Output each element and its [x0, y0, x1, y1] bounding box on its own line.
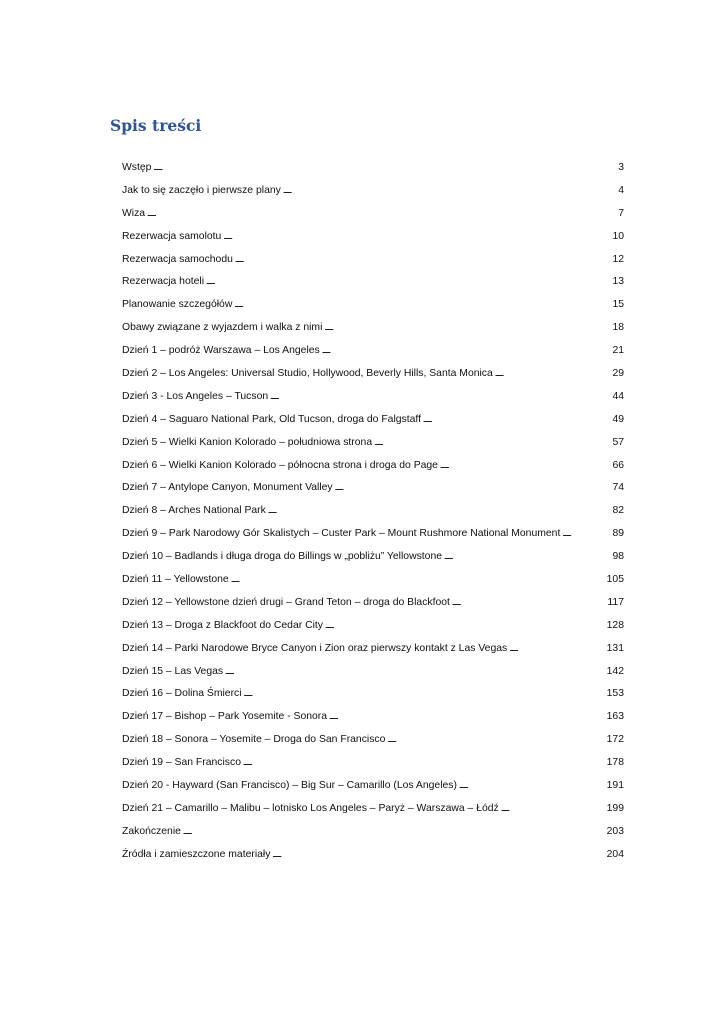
dot-leader [452, 592, 606, 615]
toc-entry-title[interactable]: Dzień 14 – Parki Narodowe Bryce Canyon i Zion oraz pierwszy kontakt z Las Vegas [122, 642, 508, 654]
dot-leader [325, 615, 605, 638]
toc-entry[interactable] [122, 455, 624, 478]
toc-entry-page-number[interactable]: 131 [606, 642, 624, 654]
toc-entry-title[interactable]: Dzień 8 – Arches National Park [122, 505, 266, 517]
toc-entry-title[interactable]: Dzień 11 – Yellowstone [122, 574, 229, 586]
toc-entry-title[interactable]: Dzień 19 – San Francisco [122, 757, 241, 769]
toc-entry-title[interactable]: Dzień 15 – Las Vegas [122, 665, 224, 677]
toc-entry[interactable] [122, 844, 624, 867]
toc-list [122, 157, 624, 867]
toc-entry-title[interactable]: Dzień 6 – Wielki Kanion Kolorado – północna strona i droga do Page [122, 459, 438, 471]
toc-entry-page-number[interactable]: 29 [612, 368, 624, 380]
toc-entry-title[interactable]: Wiza [122, 207, 146, 219]
toc-entry-title[interactable]: Źródła i zamieszczone materiały [122, 848, 271, 860]
toc-entry-page-number[interactable]: 57 [612, 436, 624, 448]
toc-entry-title[interactable]: Dzień 3 - Los Angeles – Tucson [122, 390, 269, 402]
dot-leader [235, 249, 611, 272]
dot-leader [147, 203, 616, 226]
toc-entry-page-number[interactable]: 199 [606, 802, 624, 814]
dot-leader [440, 455, 610, 478]
toc-entry-page-number[interactable]: 44 [612, 390, 624, 402]
toc-entry-page-number[interactable]: 7 [618, 207, 624, 219]
toc-entry[interactable] [122, 294, 624, 317]
toc-entry-title[interactable]: Rezerwacja hoteli [122, 276, 205, 288]
toc-entry-title[interactable]: Dzień 13 – Droga z Blackfoot do Cedar City [122, 619, 323, 631]
toc-entry-title[interactable]: Dzień 12 – Yellowstone dzień drugi – Grand Teton – droga do Blackfoot [122, 596, 450, 608]
toc-entry[interactable] [122, 226, 624, 249]
toc-entry[interactable] [122, 157, 624, 180]
dot-leader [243, 752, 605, 775]
toc-entry[interactable] [122, 317, 624, 340]
toc-entry-page-number[interactable]: 142 [606, 665, 624, 677]
toc-entry-page-number[interactable]: 49 [612, 413, 624, 425]
toc-entry[interactable] [122, 615, 624, 638]
toc-entry-page-number[interactable]: 66 [612, 459, 624, 471]
toc-entry-page-number[interactable]: 172 [606, 734, 624, 746]
toc-entry-title[interactable]: Dzień 1 – podróż Warszawa – Los Angeles [122, 345, 320, 357]
toc-entry[interactable] [122, 661, 624, 684]
dot-leader [324, 317, 610, 340]
dot-leader [501, 798, 605, 821]
dot-leader [270, 386, 610, 409]
dot-leader [268, 500, 611, 523]
toc-entry-title[interactable]: Dzień 16 – Dolina Śmierci [122, 688, 242, 700]
toc-entry[interactable] [122, 729, 624, 752]
toc-entry[interactable] [122, 569, 624, 592]
dot-leader [374, 432, 610, 455]
dot-leader [387, 729, 604, 752]
toc-entry-page-number[interactable]: 4 [618, 184, 624, 196]
toc-entry-page-number[interactable]: 98 [612, 551, 624, 563]
toc-entry-title[interactable]: Dzień 9 – Park Narodowy Gór Skalistych – Custer Park – Mount Rushmore National Monument [122, 528, 561, 540]
toc-entry-page-number[interactable]: 89 [612, 528, 624, 540]
toc-entry-page-number[interactable]: 74 [612, 482, 624, 494]
toc-entry[interactable] [122, 683, 624, 706]
dot-leader [234, 294, 610, 317]
toc-entry-page-number[interactable]: 128 [606, 619, 624, 631]
toc-entry[interactable] [122, 477, 624, 500]
toc-entry[interactable] [122, 180, 624, 203]
toc-entry-title[interactable]: Rezerwacja samochodu [122, 253, 233, 265]
dot-leader [183, 821, 605, 844]
toc-entry-title[interactable]: Dzień 4 – Saguaro National Park, Old Tucson, droga do Falgstaff [122, 413, 421, 425]
toc-entry[interactable] [122, 500, 624, 523]
toc-entry-page-number[interactable]: 105 [606, 574, 624, 586]
toc-entry[interactable] [122, 752, 624, 775]
toc-entry-title[interactable]: Dzień 7 – Antylope Canyon, Monument Valley [122, 482, 333, 494]
dot-leader [335, 477, 611, 500]
toc-entry-title[interactable]: Dzień 2 – Los Angeles: Universal Studio, Hollywood, Beverly Hills, Santa Monica [122, 368, 493, 380]
dot-leader [283, 180, 616, 203]
toc-entry-page-number[interactable]: 21 [612, 345, 624, 357]
toc-entry[interactable] [122, 523, 624, 546]
toc-entry[interactable] [122, 638, 624, 661]
toc-entry[interactable] [122, 592, 624, 615]
dot-leader [206, 271, 610, 294]
toc-entry[interactable] [122, 775, 624, 798]
toc-entry-page-number[interactable]: 163 [606, 711, 624, 723]
toc-entry-page-number[interactable]: 15 [612, 299, 624, 311]
toc-entry[interactable] [122, 271, 624, 294]
toc-entry-page-number[interactable]: 10 [612, 230, 624, 242]
dot-leader [322, 340, 611, 363]
toc-entry[interactable] [122, 203, 624, 226]
toc-entry-title[interactable]: Dzień 5 – Wielki Kanion Kolorado – południowa strona [122, 436, 373, 448]
dot-leader [272, 844, 604, 867]
toc-entry-title[interactable]: Dzień 20 - Hayward (San Francisco) – Big Sur – Camarillo (Los Angeles) [122, 780, 457, 792]
toc-entry[interactable] [122, 409, 624, 432]
toc-entry-page-number[interactable]: 204 [606, 848, 624, 860]
toc-entry[interactable] [122, 249, 624, 272]
toc-entry-title[interactable]: Rezerwacja samolotu [122, 230, 222, 242]
toc-entry-title[interactable]: Dzień 17 – Bishop – Park Yosemite - Sonora [122, 711, 328, 723]
dot-leader [329, 706, 605, 729]
toc-entry-page-number[interactable]: 12 [612, 253, 624, 265]
dot-leader [153, 157, 616, 180]
toc-entry-page-number[interactable]: 3 [618, 162, 624, 173]
toc-entry-page-number[interactable]: 191 [606, 780, 624, 792]
toc-entry-page-number[interactable]: 82 [612, 505, 624, 517]
toc-entry-title[interactable]: Zakończenie [122, 825, 181, 837]
toc-entry[interactable] [122, 363, 624, 386]
dot-leader [423, 409, 610, 432]
toc-entry[interactable] [122, 798, 624, 821]
toc-entry-title[interactable]: Dzień 21 – Camarillo – Malibu – lotnisko Los Angeles – Paryż – Warszawa – Łódź [122, 802, 499, 814]
dot-leader [231, 569, 605, 592]
toc-entry-title[interactable]: Dzień 18 – Sonora – Yosemite – Droga do San Francisco [122, 734, 386, 746]
toc-entry-page-number[interactable]: 18 [612, 322, 624, 334]
toc-entry-title[interactable]: Obawy związane z wyjazdem i walka z nimi [122, 322, 323, 334]
dot-leader [244, 683, 605, 706]
toc-entry-page-number[interactable]: 178 [606, 757, 624, 769]
toc-entry[interactable] [122, 386, 624, 409]
toc-entry[interactable] [122, 706, 624, 729]
toc-entry[interactable] [122, 821, 624, 844]
toc-entry-title[interactable]: Planowanie szczegółów [122, 299, 233, 311]
toc-heading: Spis treści [110, 116, 202, 135]
toc-entry[interactable] [122, 340, 624, 363]
toc-entry-title[interactable]: Jak to się zaczęło i pierwsze plany [122, 184, 281, 196]
dot-leader [223, 226, 610, 249]
dot-leader [444, 546, 610, 569]
dot-leader [509, 638, 604, 661]
toc-entry-page-number[interactable]: 203 [606, 825, 624, 837]
toc-entry[interactable] [122, 432, 624, 455]
dot-leader [495, 363, 611, 386]
toc-entry-page-number[interactable]: 13 [612, 276, 624, 288]
toc-entry[interactable] [122, 546, 624, 569]
toc-entry-title[interactable]: Dzień 10 – Badlands i długa droga do Billings w „pobliżu” Yellowstone [122, 551, 443, 563]
dot-leader [562, 523, 610, 546]
dot-leader [459, 775, 605, 798]
dot-leader [225, 661, 605, 684]
toc-entry-page-number[interactable]: 153 [606, 688, 624, 700]
toc-entry-page-number[interactable]: 117 [607, 596, 624, 608]
toc-entry-title[interactable]: Wstęp [122, 162, 152, 173]
